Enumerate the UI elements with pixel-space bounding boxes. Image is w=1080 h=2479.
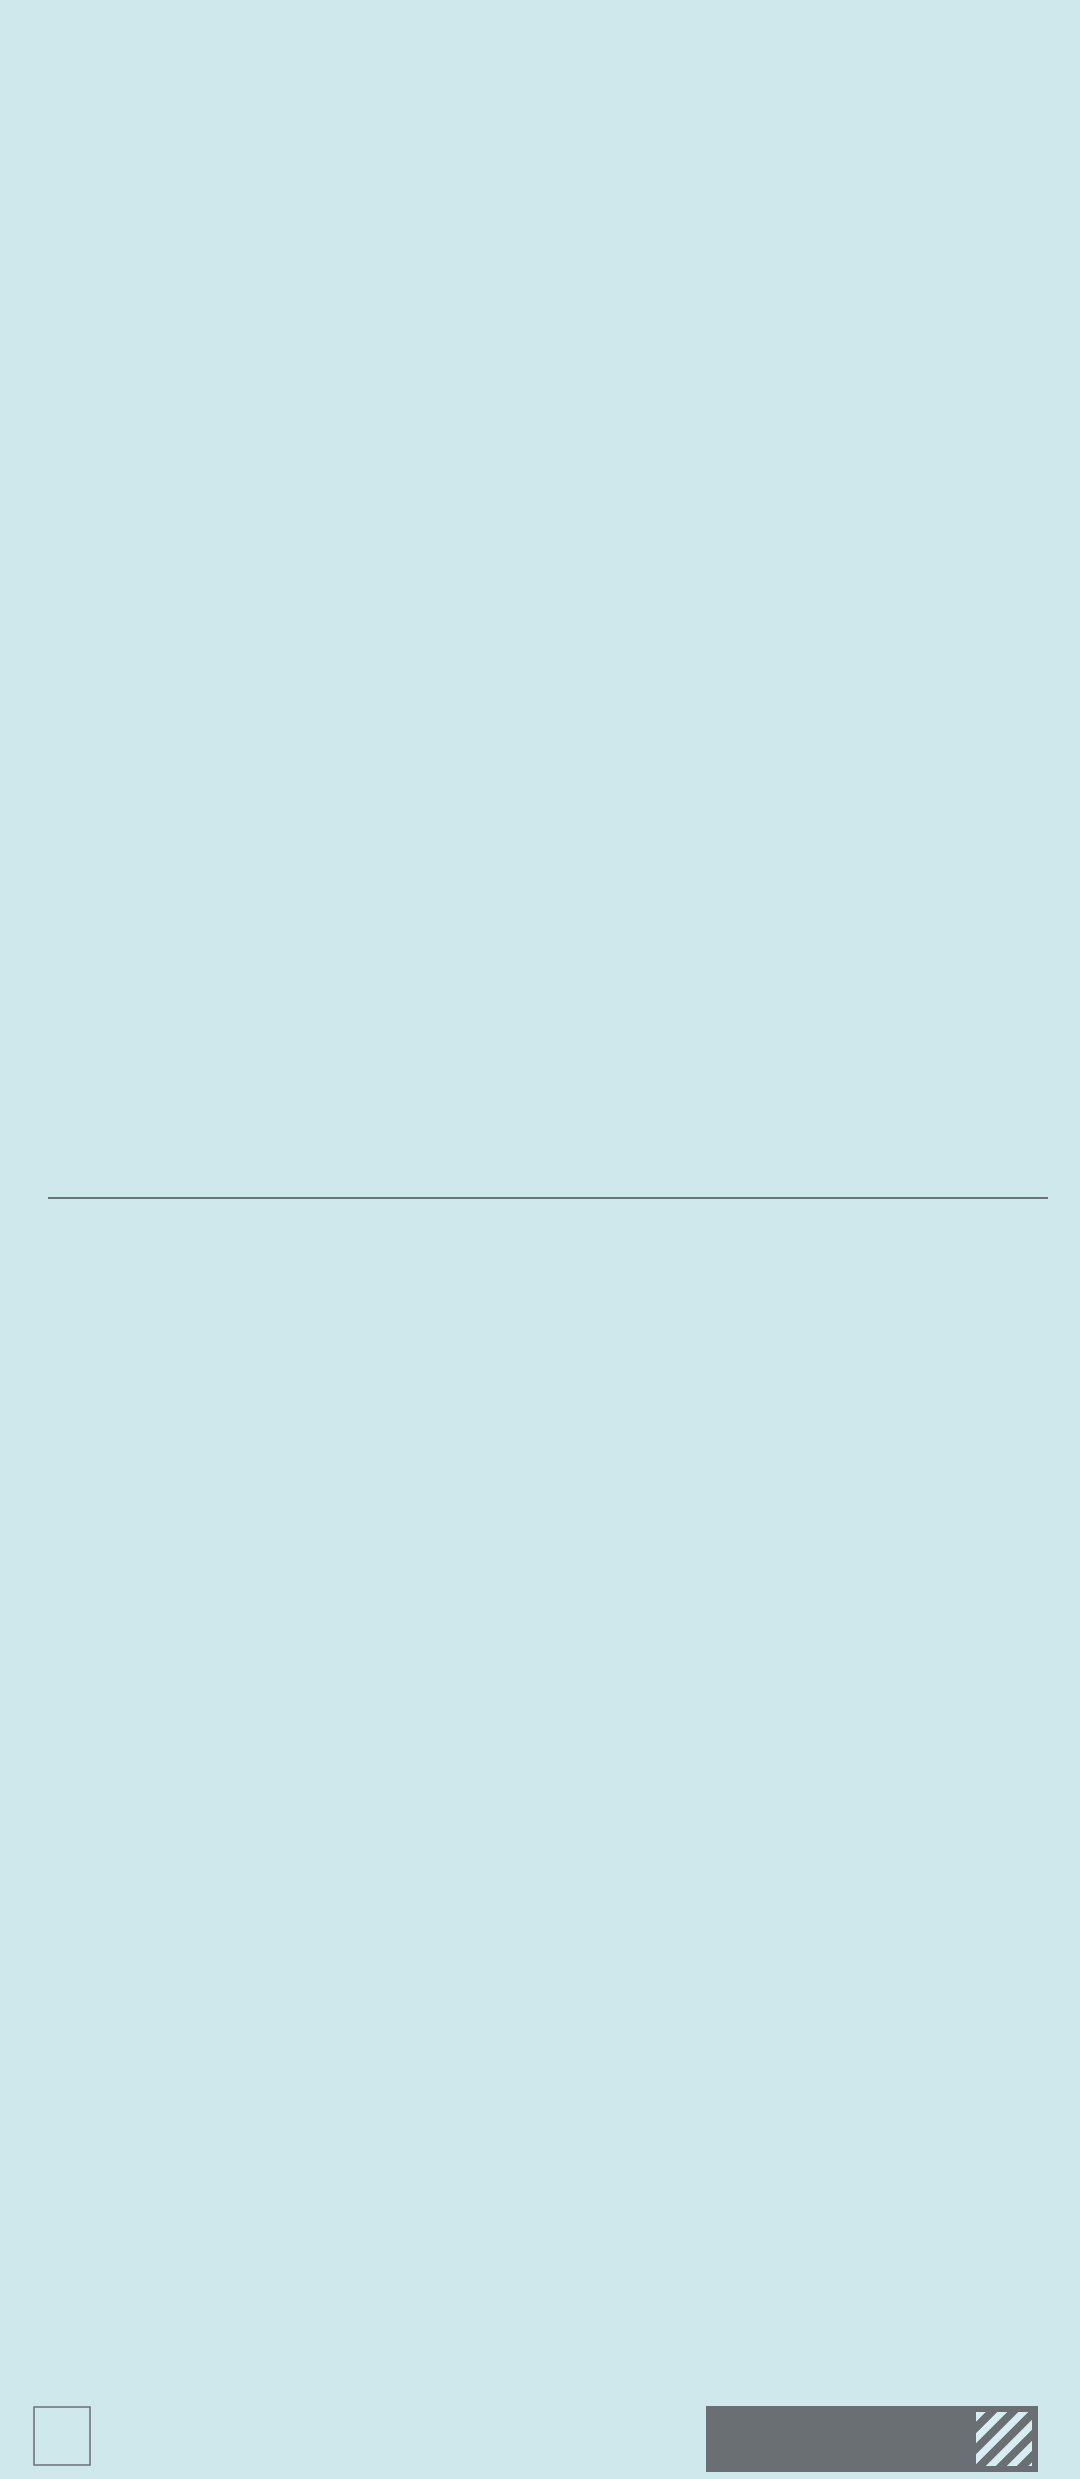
product-badge	[706, 2406, 1038, 2472]
hazard-stripes-icon	[976, 2412, 1032, 2466]
logo-icon	[32, 2405, 92, 2467]
section-divider	[48, 1197, 1048, 1199]
